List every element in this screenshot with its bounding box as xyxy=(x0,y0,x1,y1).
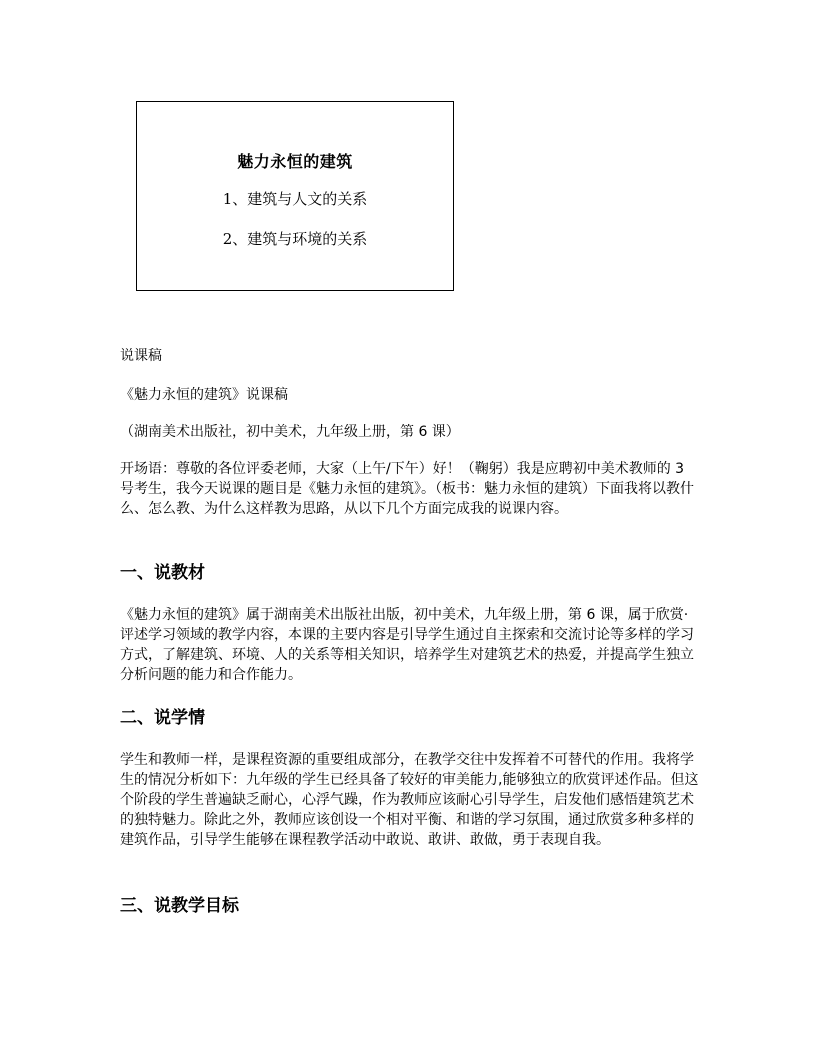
section-3-heading: 三、说教学目标 xyxy=(120,896,239,916)
section-2-heading: 二、说学情 xyxy=(120,708,205,728)
board-line-1: 1、建筑与人文的关系 xyxy=(222,190,368,208)
doc-source: （湖南美术出版社，初中美术，九年级上册，第 6 课） xyxy=(120,424,460,440)
section-2-paragraph: 学生和教师一样，是课程资源的重要组成部分，在教学交往中发挥着不可替代的作用。我将学生的情况分析如下：九年级的学生已经具备了较好的审美能力,能够独立的欣赏评述作品。但这个阶段的学生普遍缺乏耐心，心浮气躁，作为教师应该耐心引导学生，启发他们感悟建筑艺术的独特魅力。除此之外，教师应该创设一个相对平衡、和谐的学习氛围，通过欣赏多种多样的建筑作品，引导学生能够在课程教学活动中敢说、敢讲、敢做，勇于表现自我。 xyxy=(120,752,699,848)
doc-title: 《魅力永恒的建筑》说课稿 xyxy=(120,387,288,403)
section-1-heading: 一、说教材 xyxy=(120,563,205,583)
doc-label: 说课稿 xyxy=(120,348,162,364)
intro-paragraph: 开场语：尊敬的各位评委老师，大家（上午/下午）好！（鞠躬）我是应聘初中美术教师的 3 号考生，我今天说课的题目是《魅力永恒的建筑》。（板书：魅力永恒的建筑）下面我将以教什么、怎么教、为什么这样教为思路，从以下几个方面完成我的说课内容。 xyxy=(120,461,694,517)
blackboard-outline-box xyxy=(136,101,454,291)
board-line-2: 2、建筑与环境的关系 xyxy=(222,230,368,248)
section-1-paragraph: 《魅力永恒的建筑》属于湖南美术出版社出版，初中美术，九年级上册，第 6 课，属于欣赏·评述学习领域的教学内容，本课的主要内容是引导学生通过自主探索和交流讨论等多样的学习方式，了解建筑、环境、人的关系等相关知识，培养学生对建筑艺术的热爱，并提高学生独立分析问题的能力和合作能力。 xyxy=(120,607,694,683)
board-title: 魅力永恒的建筑 xyxy=(237,152,353,171)
